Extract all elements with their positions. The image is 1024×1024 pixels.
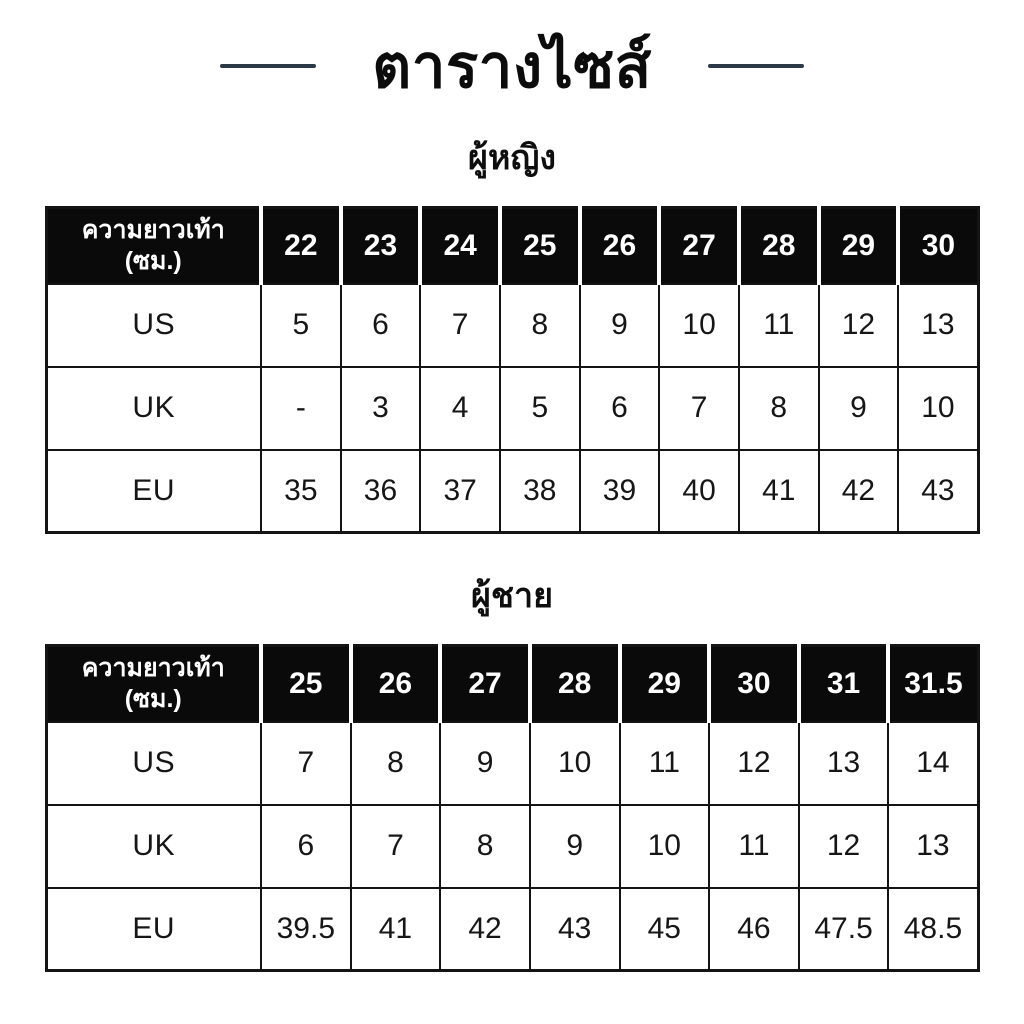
men-cm-header: 28: [530, 646, 620, 722]
women-cm-header: 28: [739, 208, 819, 284]
size-cell: 8: [440, 805, 530, 888]
size-cell: 35: [261, 450, 341, 533]
size-cell: 39: [580, 450, 660, 533]
row-label: UK: [46, 805, 261, 888]
size-cell: 13: [888, 805, 978, 888]
men-cm-header: 25: [261, 646, 351, 722]
women-cm-header: 23: [341, 208, 421, 284]
size-cell: 42: [819, 450, 899, 533]
size-cell: 9: [530, 805, 620, 888]
size-cell: 5: [261, 284, 341, 367]
women-us-row: [46, 284, 978, 367]
size-cell: 12: [709, 722, 799, 805]
size-cell: 47.5: [799, 888, 889, 971]
men-cm-header: 31.5: [888, 646, 978, 722]
size-cell: 45: [620, 888, 710, 971]
size-cell: 48.5: [888, 888, 978, 971]
size-cell: 7: [261, 722, 351, 805]
women-cm-header: 29: [819, 208, 899, 284]
size-cell: 10: [898, 367, 978, 450]
men-cm-header: 27: [440, 646, 530, 722]
women-cm-header: 30: [898, 208, 978, 284]
men-size-table: [45, 644, 980, 972]
men-cm-header: 29: [620, 646, 710, 722]
size-cell: 43: [530, 888, 620, 971]
title-right-dash: [708, 64, 804, 68]
women-cm-header: 22: [261, 208, 341, 284]
men-cm-header: 26: [351, 646, 441, 722]
size-cell: 11: [620, 722, 710, 805]
women-foot-length-header: [46, 208, 261, 284]
size-cell: 42: [440, 888, 530, 971]
row-label: US: [46, 284, 261, 367]
size-cell: 9: [819, 367, 899, 450]
women-cm-header: 26: [580, 208, 660, 284]
size-cell: 11: [739, 284, 819, 367]
size-cell: 4: [420, 367, 500, 450]
size-cell: 38: [500, 450, 580, 533]
size-cell: 39.5: [261, 888, 351, 971]
men-us-row: [46, 722, 978, 805]
size-cell: 9: [440, 722, 530, 805]
men-header-row: [46, 646, 978, 722]
size-cell: 8: [351, 722, 441, 805]
men-cm-header: 30: [709, 646, 799, 722]
size-cell: 36: [341, 450, 421, 533]
size-cell: 46: [709, 888, 799, 971]
size-cell: 10: [530, 722, 620, 805]
men-foot-length-header: [46, 646, 261, 722]
size-cell: 5: [500, 367, 580, 450]
size-cell: 41: [739, 450, 819, 533]
men-eu-row: [46, 888, 978, 971]
size-cell: -: [261, 367, 341, 450]
row-label: US: [46, 722, 261, 805]
women-size-table: [45, 206, 980, 534]
page-header: [0, 30, 1024, 102]
size-cell: 11: [709, 805, 799, 888]
women-cm-header: 27: [659, 208, 739, 284]
title-left-dash: [220, 64, 316, 68]
size-cell: 10: [659, 284, 739, 367]
size-cell: 7: [659, 367, 739, 450]
women-eu-row: [46, 450, 978, 533]
men-section-heading: ผู้ชาย: [470, 577, 553, 615]
size-cell: 7: [351, 805, 441, 888]
men-cm-header: 31: [799, 646, 889, 722]
size-cell: 13: [898, 284, 978, 367]
size-cell: 9: [580, 284, 660, 367]
row-label: EU: [46, 888, 261, 971]
foot-length-unit: (ซม.): [124, 684, 182, 713]
size-cell: 6: [261, 805, 351, 888]
size-cell: 6: [580, 367, 660, 450]
women-uk-row: [46, 367, 978, 450]
size-cell: 6: [341, 284, 421, 367]
size-cell: 7: [420, 284, 500, 367]
row-label: UK: [46, 367, 261, 450]
women-cm-header: 25: [500, 208, 580, 284]
men-uk-row: [46, 805, 978, 888]
page-title: ตารางไซส์: [372, 32, 652, 100]
size-cell: 37: [420, 450, 500, 533]
foot-length-unit: (ซม.): [124, 246, 182, 275]
row-label: EU: [46, 450, 261, 533]
size-cell: 40: [659, 450, 739, 533]
size-cell: 12: [799, 805, 889, 888]
size-cell: 14: [888, 722, 978, 805]
size-cell: 13: [799, 722, 889, 805]
foot-length-label: ความยาวเท้า: [81, 215, 225, 244]
women-section-heading: ผู้หญิง: [468, 139, 556, 177]
size-cell: 41: [351, 888, 441, 971]
foot-length-label: ความยาวเท้า: [81, 653, 225, 682]
size-cell: 10: [620, 805, 710, 888]
women-cm-header: 24: [420, 208, 500, 284]
size-cell: 43: [898, 450, 978, 533]
size-cell: 12: [819, 284, 899, 367]
women-header-row: [46, 208, 978, 284]
size-cell: 8: [500, 284, 580, 367]
size-cell: 3: [341, 367, 421, 450]
size-cell: 8: [739, 367, 819, 450]
